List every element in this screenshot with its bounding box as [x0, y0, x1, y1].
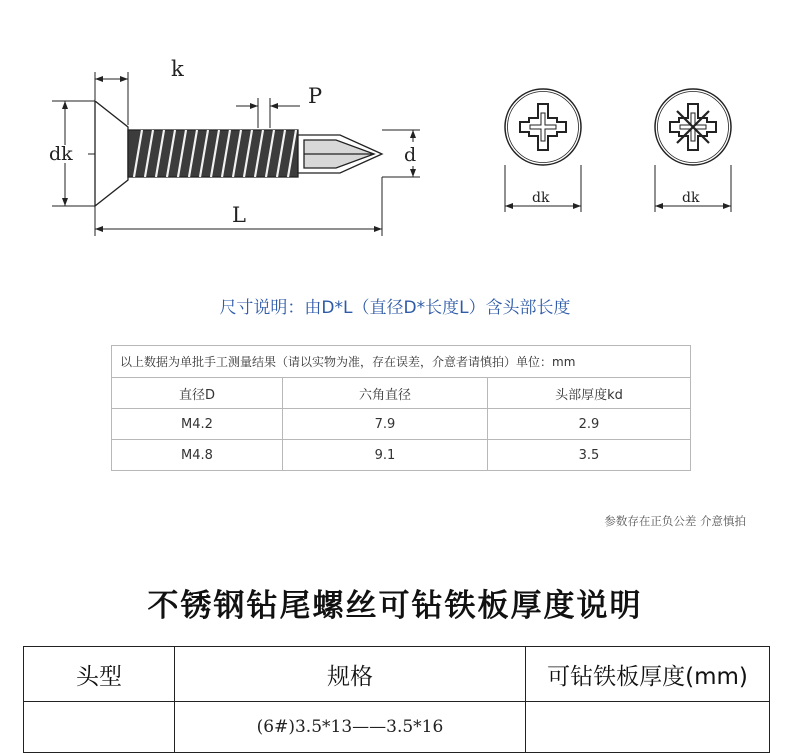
drill-thickness-table — [23, 646, 770, 753]
drill-table-header-row — [24, 647, 770, 702]
dim-label-k: k — [171, 57, 184, 81]
spec-cell: M4.2 — [112, 409, 283, 440]
dimension-caption: 尺寸说明：由D*L（直径D*长度L）含头部长度 — [219, 298, 571, 318]
spec-header-hex-diameter: 六角直径 — [283, 378, 488, 409]
drill-cell — [526, 702, 770, 753]
table-row — [112, 409, 691, 440]
head2-dk-label: dk — [682, 190, 700, 206]
screw-head-outline — [95, 101, 128, 206]
drill-tip — [298, 135, 382, 173]
spec-table-note: 以上数据为单批手工测量结果（请以实物为准，存在误差，介意者请慎拍）单位：mm — [112, 346, 691, 378]
drill-header-thickness: 可钻铁板厚度(mm) — [526, 647, 770, 702]
drill-cell — [24, 702, 175, 753]
spec-header-diameter: 直径D — [112, 378, 283, 409]
phillips-head-view — [505, 89, 581, 165]
spec-table-header-row — [112, 378, 691, 409]
spec-cell: M4.8 — [112, 440, 283, 471]
tolerance-note: 参数存在正负公差 介意慎拍 — [604, 514, 746, 528]
spec-cell: 9.1 — [283, 440, 488, 471]
spec-table — [111, 345, 691, 471]
section-title: 不锈钢钻尾螺丝可钻铁板厚度说明 — [147, 588, 643, 624]
dim-label-dk: dk — [49, 143, 73, 165]
table-row — [112, 440, 691, 471]
spec-cell: 7.9 — [283, 409, 488, 440]
pozidriv-head-view — [655, 89, 731, 165]
screw-technical-drawing — [0, 0, 790, 250]
dim-label-d: d — [404, 144, 417, 166]
spec-cell: 2.9 — [488, 409, 691, 440]
spec-header-head-thickness: 头部厚度kd — [488, 378, 691, 409]
dim-label-l: L — [232, 203, 246, 227]
dim-label-p: P — [308, 84, 323, 108]
drill-header-spec: 规格 — [175, 647, 526, 702]
table-row — [24, 702, 770, 753]
head1-dk-label: dk — [532, 190, 550, 206]
spec-cell: 3.5 — [488, 440, 691, 471]
drill-header-head-type: 头型 — [24, 647, 175, 702]
drill-cell: (6#)3.5*13——3.5*16 — [175, 702, 526, 753]
